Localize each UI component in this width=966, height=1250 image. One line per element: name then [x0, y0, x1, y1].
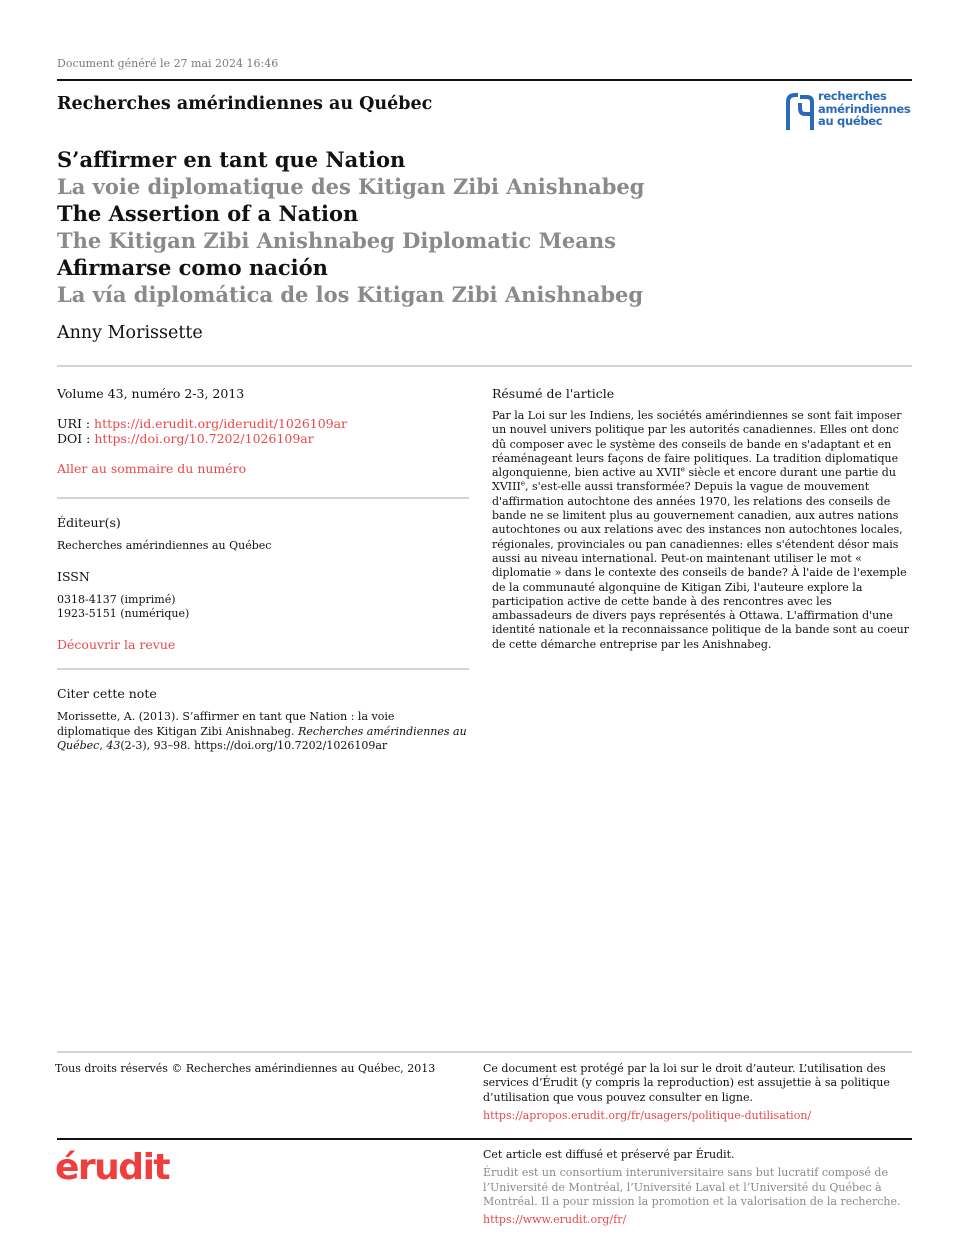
abstract-part: , s'est-elle aussi transformée? Depuis la vague de mouvement d'affirmation autochtone des années 1970, les relations des conseils de bande ne se limitent plus au gouvernement canadien, aux autres nations autochtones ou aux relations avec des instances non autochtones locales, régionales, provinciales ou pan canadiennes: elles s'étendent désor mais aussi au niveau international. Peut-on maintenant utiliser le mot « diplomatie » dans le contexte des conseils de bande? À l'aide de l'exemple de la communauté algonquine de Kitigan Zibi, l'auteure explore la participation active de cette bande à des rencontres avec les ambassadeurs de divers pays représentés à Ottawa. L'affirmation d'une identité nationale et la reconnaissance politique de la bande sont au coeur de cette démarche entreprise par les Anishnabeg. [492, 480, 909, 651]
footer-divider [57, 1051, 912, 1053]
title-fr: S’affirmer en tant que Nation [57, 147, 406, 172]
discover-journal-link[interactable]: Découvrir la revue [57, 636, 176, 652]
copyright: Tous droits réservés © Recherches amérindiennes au Québec, 2013 [55, 1062, 436, 1075]
author: Anny Morissette [57, 323, 203, 343]
superscript: e [680, 465, 685, 474]
policy-link[interactable]: https://apropos.erudit.org/fr/usagers/politique-dutilisation/ [483, 1108, 812, 1122]
diffuse-text: Érudit est un consortium interuniversitaire sans but lucratif composé de l’Université de Montréal, l’Université Laval et l’Université du Québec à Montréal. Il a pour mission la promotion et la valorisation de la recherche. [483, 1166, 901, 1208]
abstract-section [492, 386, 912, 652]
title-en: The Assertion of a Nation [57, 201, 359, 226]
superscript: e [520, 479, 525, 488]
uri-link[interactable]: https://id.erudit.org/iderudit/1026109ar [94, 416, 348, 431]
toc-link[interactable]: Aller au sommaire du numéro [57, 461, 247, 476]
logo-line: recherches [818, 89, 887, 103]
abstract-part: Par la Loi sur les Indiens, les sociétés amérindiennes se sont fait imposer un nouvel univers politique par les autorités canadiennes. Elles ont donc dû composer avec le système des conseils de bande en s'adaptant et en réaménageant leurs façons de faire politiques. La tradition diplomatique algonquienne, bien active au XVII [492, 409, 902, 480]
subtitle-en: The Kitigan Zibi Anishnabeg Diplomatic Means [57, 228, 616, 253]
divider [57, 668, 469, 670]
generated-date: Document généré le 27 mai 2024 16:46 [57, 57, 279, 70]
diffuse-title: Cet article est diffusé et préservé par Érudit. [483, 1148, 735, 1161]
logo-line: au québec [818, 114, 883, 128]
citation-sep: , [99, 739, 107, 752]
uri-label: URI : [57, 416, 95, 431]
abstract-text [492, 409, 912, 652]
journal-logo[interactable] [785, 90, 920, 134]
metadata-column [57, 386, 469, 476]
citation-section [57, 686, 469, 754]
uri-line [57, 416, 469, 431]
logo-line: amérindiennes [818, 101, 911, 116]
citation-text [57, 710, 469, 754]
abstract-part: siècle et encore durant une partie du XVIII [492, 466, 896, 494]
issn-digital: 1923-5151 (numérique) [57, 607, 190, 620]
publisher-name: Recherches amérindiennes au Québec [57, 539, 272, 552]
logo-text [818, 90, 910, 128]
erudit-logo[interactable]: érudit [55, 1147, 170, 1188]
citation-journal: Recherches amérindiennes au Québec [57, 724, 467, 752]
title-es: Afirmarse como nación [57, 255, 328, 280]
doi-link[interactable]: https://doi.org/10.7202/1026109ar [94, 431, 314, 446]
cite-label: Citer cette note [57, 686, 157, 701]
top-divider [57, 79, 912, 81]
journal-name: Recherches amérindiennes au Québec [57, 94, 433, 114]
publisher-section [57, 515, 469, 652]
citation-volume: 43 [106, 739, 121, 752]
notice-text: Ce document est protégé par la loi sur le droit d’auteur. L’utilisation des services d’Érudit (y compris la reproduction) est assujettie à sa politique d’utilisation que vous pouvez consulter en ligne. [483, 1062, 890, 1104]
erudit-info [483, 1148, 913, 1227]
copyright-notice [483, 1062, 913, 1123]
divider [57, 365, 912, 367]
doi-line [57, 431, 469, 446]
publisher-label: Éditeur(s) [57, 515, 121, 530]
abstract-label: Résumé de l'article [492, 386, 615, 401]
doi-label: DOI : [57, 431, 95, 446]
issn-label: ISSN [57, 568, 90, 584]
citation-part: (2-3), 93–98. https://doi.org/10.7202/1026109ar [120, 739, 388, 752]
issn-print: 0318-4137 (imprimé) [57, 592, 176, 606]
footer-divider-dark [57, 1138, 912, 1140]
article-titles [57, 146, 644, 308]
erudit-link[interactable]: https://www.erudit.org/fr/ [483, 1213, 627, 1227]
citation-part: Morissette, A. (2013). S’affirmer en tant que Nation : la voie diplomatique des Kitigan Zibi Anishnabeg. [57, 710, 395, 738]
subtitle-es: La vía diplomática de los Kitigan Zibi Anishnabeg [57, 282, 644, 307]
subtitle-fr: La voie diplomatique des Kitigan Zibi Anishnabeg [57, 174, 645, 199]
volume-info: Volume 43, numéro 2-3, 2013 [57, 386, 245, 401]
divider [57, 497, 469, 499]
ra-logo-icon [785, 92, 815, 132]
